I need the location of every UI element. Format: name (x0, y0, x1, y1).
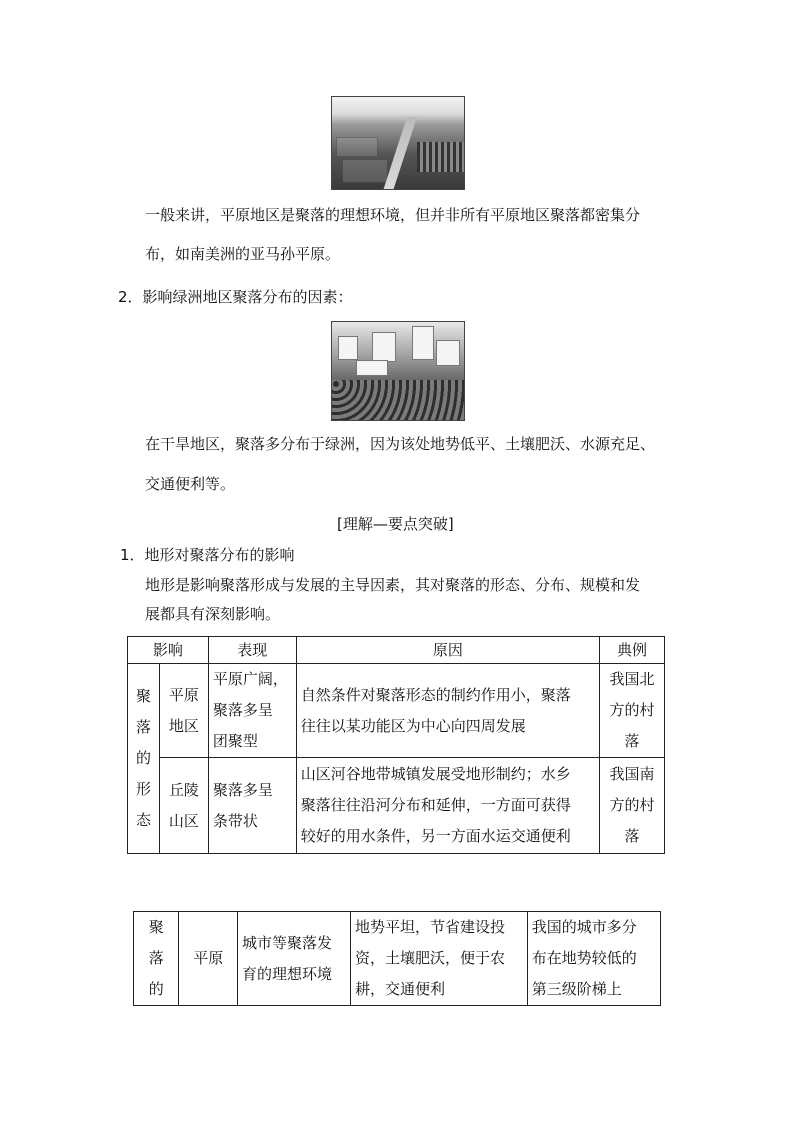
cell-line: 聚落往往沿河分布和延伸，一方面可获得 (300, 796, 571, 814)
cell-line: 资，土壤肥沃，便于农 (355, 949, 506, 967)
table-row (134, 912, 661, 1006)
group-char: 落 (135, 718, 151, 736)
intro-line2: 展都具有深刻影响。 (145, 605, 281, 623)
cell-line: 平原 (168, 685, 199, 704)
paragraph-oasis-line2: 交通便利等。 (145, 475, 236, 493)
cell-line: 山区河谷地带城镇发展受地形制约；水乡 (300, 765, 571, 783)
group-char: 的 (135, 749, 151, 767)
performance-plain (237, 912, 350, 1006)
cell-line: 我国的城市多分 (531, 918, 637, 936)
group-char: 形 (135, 780, 151, 798)
cell-line: 自然条件对聚落形态的制约作用小，聚落 (300, 685, 571, 704)
header-reason: 原因 (296, 637, 599, 664)
building (412, 326, 434, 360)
cell-line: 第三级阶梯上 (531, 980, 622, 998)
cell-line: 丘陵 (168, 780, 199, 799)
point-1-heading: 1．地形对聚落分布的影响 (120, 546, 295, 564)
cell-line: 耕，交通便利 (355, 980, 446, 998)
example-plain (600, 664, 665, 758)
intro-line1: 地形是影响聚落形成与发展的主导因素，其对聚落的形态、分布、规模和发 (145, 576, 641, 594)
cell-line: 我国南 (609, 765, 655, 783)
plain-aerial-photo (331, 96, 465, 190)
section-title: [理解—要点突破] (337, 515, 454, 533)
terrain-influence-table (127, 636, 665, 854)
item-2-heading: 2．影响绿洲地区聚落分布的因素： (118, 288, 353, 306)
cell-line: 布在地势较低的 (531, 949, 637, 967)
cell-line: 城市等聚落发 (241, 933, 332, 952)
building (338, 336, 358, 360)
cell-line: 山区 (168, 811, 199, 830)
paragraph-plain-line1: 一般来讲，平原地区是聚落的理想环境，但并非所有平原地区聚落都密集分 (145, 206, 641, 224)
example-plain (527, 912, 660, 1006)
header-performance: 表现 (208, 637, 296, 664)
paragraph-oasis-line1: 在干旱地区，聚落多分布于绿洲，因为该处地势低平、土壤肥沃、水源充足、 (145, 435, 656, 453)
cell-line: 较好的用水条件，另一方面水运交通便利 (300, 827, 571, 845)
performance-plain (208, 664, 296, 758)
road (381, 117, 417, 190)
header-example: 典例 (600, 637, 665, 664)
terrain-plain: 平原 (179, 912, 238, 1006)
building (356, 360, 388, 376)
cell-line: 平原广阔， (212, 670, 288, 688)
group-char: 的 (148, 980, 164, 998)
group-char: 态 (135, 811, 151, 829)
oasis-town-photo (331, 321, 465, 421)
building (372, 332, 396, 362)
table-header-row (128, 637, 665, 664)
cell-line: 条带状 (212, 811, 258, 830)
table-row (128, 758, 665, 854)
terrain-hills (159, 758, 208, 854)
cell-line: 落 (624, 732, 640, 750)
group-label (128, 664, 160, 854)
group-label (134, 912, 179, 1006)
terrain-distribution-table (133, 911, 661, 1006)
reason-hills (296, 758, 599, 854)
terrain-plain (159, 664, 208, 758)
cell-line: 育的理想环境 (241, 964, 332, 983)
trees (332, 380, 464, 420)
cell-line: 地势平坦，节省建设投 (355, 918, 506, 936)
cell-line: 落 (624, 827, 640, 845)
field-patch (342, 159, 388, 183)
building (436, 340, 460, 366)
cell-line: 团聚型 (212, 732, 258, 750)
field-patch (336, 137, 378, 157)
example-hills (600, 758, 665, 854)
reason-plain (296, 664, 599, 758)
reason-plain (351, 912, 528, 1006)
header-influence: 影响 (128, 637, 209, 664)
performance-hills (208, 758, 296, 854)
table-row (128, 664, 665, 758)
group-char: 聚 (148, 918, 164, 936)
cell-line: 我国北 (609, 670, 655, 688)
paragraph-plain-line2: 布，如南美洲的亚马孙平原。 (145, 245, 341, 263)
cell-line: 方的村 (609, 701, 655, 719)
town-area (417, 142, 464, 172)
cell-line: 往往以某功能区为中心向四周发展 (300, 716, 526, 735)
group-char: 聚 (135, 687, 151, 705)
cell-line: 方的村 (609, 796, 655, 814)
cell-line: 地区 (168, 716, 199, 735)
group-char: 落 (148, 949, 164, 967)
cell-line: 聚落多呈 (212, 701, 273, 719)
cell-line: 聚落多呈 (212, 780, 273, 799)
